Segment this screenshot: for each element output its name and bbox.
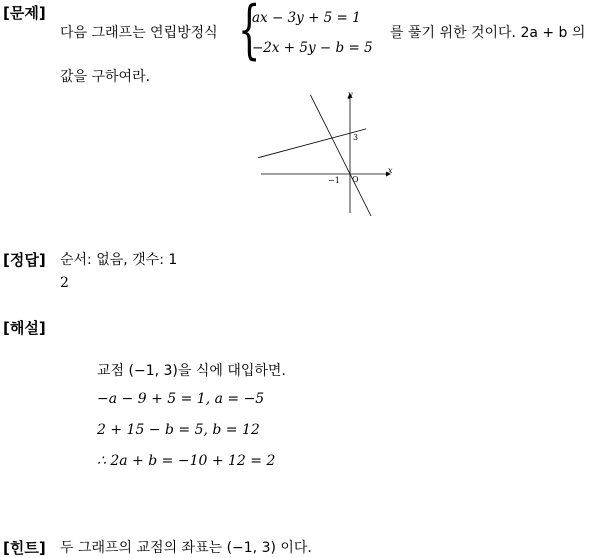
problem-graph [255,88,395,216]
equation-system-brace: { [238,0,261,67]
answer-label: [정답] [3,251,46,269]
problem-text-line2: 값을 구하여라. [60,69,151,85]
graph-line-1 [310,95,372,216]
problem-text-prefix: 다음 그래프는 연립방정식 [60,25,218,41]
equation-1: ax − 3y + 5 = 1 [252,10,361,26]
solution-label: [해설] [3,319,46,337]
solution-line-1: 교점 (−1, 3)을 식에 대입하면. [97,363,286,379]
solution-line-2: −a − 9 + 5 = 1, a = −5 [97,391,265,407]
x-tick-label: −1 [328,176,340,185]
y-tick-label: 3 [353,133,359,142]
answer-meta: 순서: 없음, 갯수: 1 [60,252,178,268]
answer-value: 2 [60,275,69,291]
equation-2: −2x + 5y − b = 5 [252,40,373,56]
x-axis-label: x [388,166,393,175]
solution-line-4: ∴ 2a + b = −10 + 12 = 2 [97,453,276,469]
problem-text-suffix: 를 풀기 위한 것이다. 2a + b 의 [390,25,586,41]
hint-label: [힌트] [3,539,46,557]
solution-line-3: 2 + 15 − b = 5, b = 12 [97,422,260,438]
y-axis-label: y [348,90,353,99]
origin-label: O [352,175,359,184]
problem-label: [문제] [3,4,46,22]
hint-text: 두 그래프의 교점의 좌표는 (−1, 3) 이다. [60,540,312,556]
